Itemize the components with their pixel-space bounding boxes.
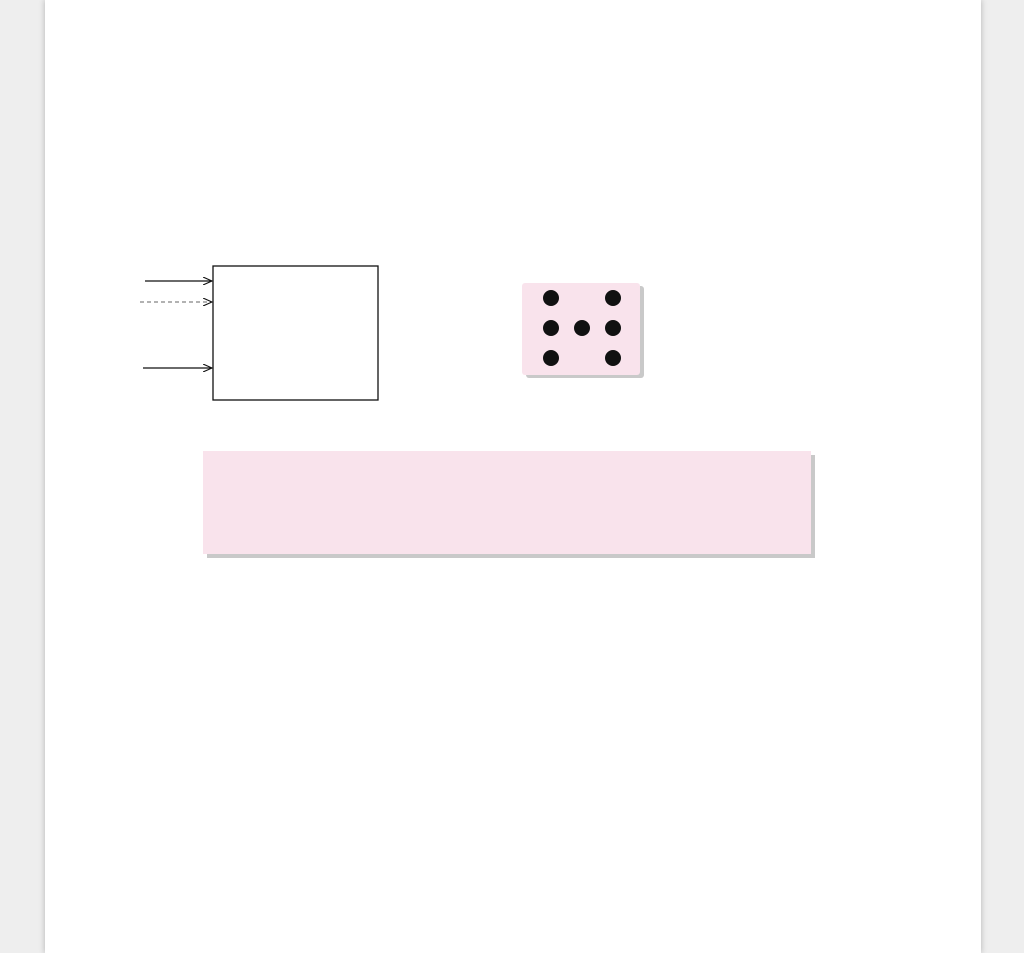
seven-dot-die — [522, 283, 646, 379]
led-d — [574, 320, 590, 336]
patterns-background — [203, 451, 811, 554]
die-counter-block-diagram — [85, 258, 485, 408]
led-g — [605, 350, 621, 366]
led-b — [543, 320, 559, 336]
led-a — [543, 290, 559, 306]
led-c — [543, 350, 559, 366]
led-e — [605, 290, 621, 306]
die-patterns-panel — [203, 451, 817, 561]
die-counter-box — [213, 266, 378, 400]
led-f — [605, 320, 621, 336]
